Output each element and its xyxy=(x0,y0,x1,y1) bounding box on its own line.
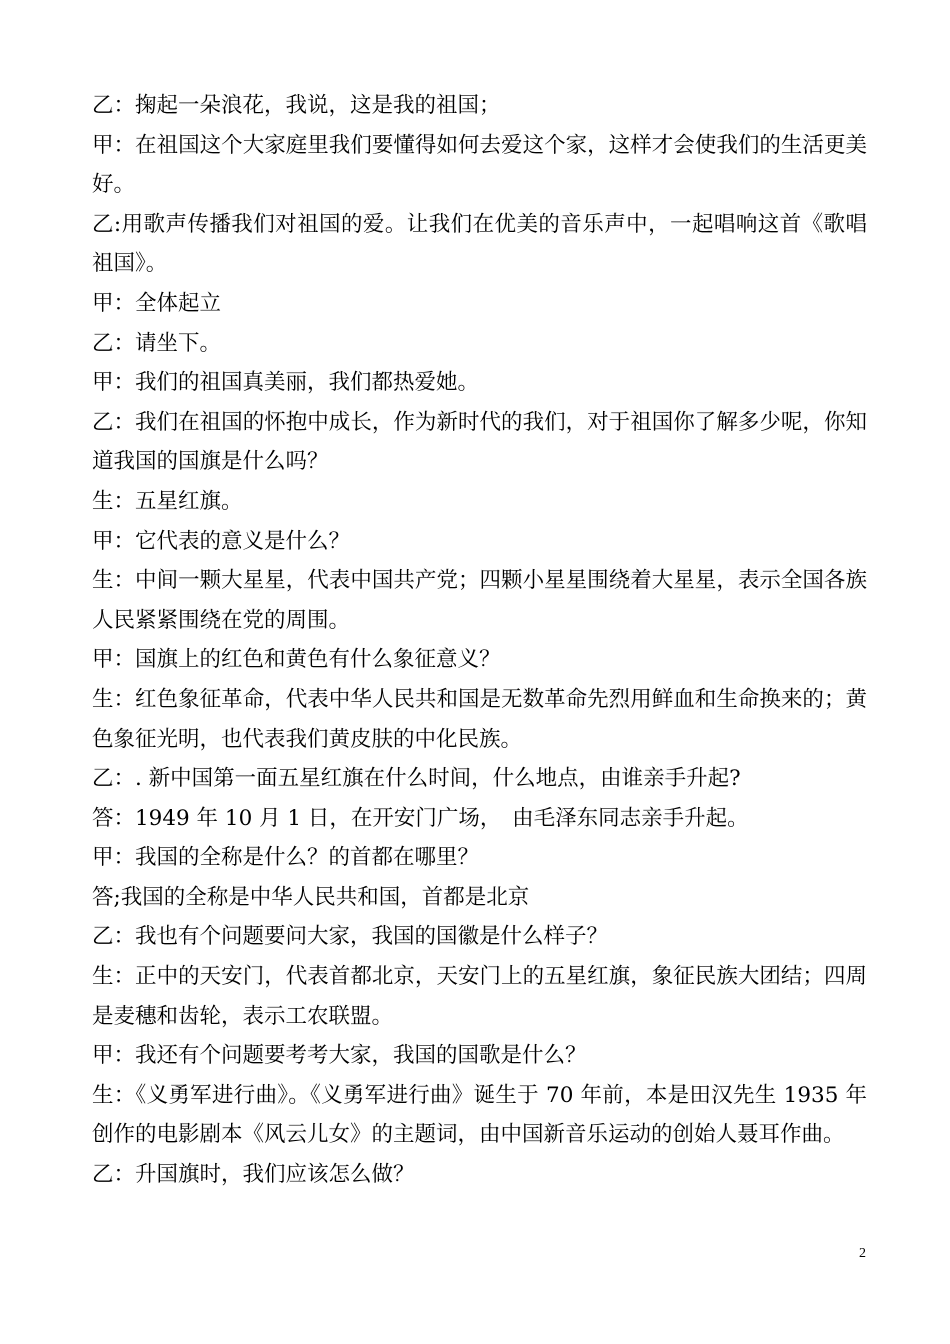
dialogue-line: 乙：请坐下。 xyxy=(92,330,222,356)
dialogue-line: 生：正中的天安门，代表首都北京，天安门上的五星红旗，象征民族大团结；四周是麦穗和齿轮，表示工农联盟。 xyxy=(92,964,867,1029)
dialogue-line: 乙：升国旗时，我们应该怎么做？ xyxy=(92,1162,415,1188)
dialogue-line: 甲：全体起立 xyxy=(92,290,222,316)
dialogue-line: 乙：我们在祖国的怀抱中成长，作为新时代的我们，对于祖国你了解多少呢，你知道我国的国旗是什么吗？ xyxy=(92,409,867,475)
dialogue-line: 乙：掬起一朵浪花，我说，这是我的祖国； xyxy=(92,93,501,118)
dialogue-line: 乙:用歌声传播我们对祖国的爱。让我们在优美的音乐声中，一起唱响这首《歌唱祖国》。 xyxy=(92,211,867,277)
dialogue-line: 答：1949 年 10 月 1 日，在开安门广场， 由毛泽东同志亲手升起。 xyxy=(92,805,749,831)
dialogue-line: 乙：我也有个问题要问大家，我国的国徽是什么样子？ xyxy=(92,924,609,950)
dialogue-line: 生：五星红旗。 xyxy=(92,488,243,514)
dialogue-line: 甲：我们的祖国真美丽，我们都热爱她。 xyxy=(92,370,480,396)
dialogue-line: 生：中间一颗大星星，代表中国共产党；四颗小星星围绕着大星星，表示全国各族人民紧紧围绕在党的周围。 xyxy=(92,568,867,633)
document-body xyxy=(92,86,867,1195)
dialogue-line: 答;我国的全称是中华人民共和国，首都是北京 xyxy=(92,884,530,910)
dialogue-line: 甲：在祖国这个大家庭里我们要懂得如何去爱这个家，这样才会使我们的生活更美好。 xyxy=(92,132,867,198)
dialogue-line: 甲：我还有个问题要考考大家，我国的国歌是什么？ xyxy=(92,1043,587,1069)
dialogue-line: 甲：它代表的意义是什么？ xyxy=(92,528,351,554)
dialogue-line: 生：《义勇军进行曲》。《义勇军进行曲》诞生于 70 年前，本是田汉先生 1935 年创作的电影剧本《风云儿女》的主题词，由中国新音乐运动的创始人聂耳作曲。 xyxy=(92,1082,867,1148)
dialogue-line: 甲：我国的全称是什么？的首都在哪里？ xyxy=(92,845,480,871)
dialogue-line: 乙：. 新中国第一面五星红旗在什么时间，什么地点，由谁亲手升起? xyxy=(92,766,741,792)
dialogue-line: 甲：国旗上的红色和黄色有什么象征意义？ xyxy=(92,647,501,673)
dialogue-line: 生：红色象征革命，代表中华人民共和国是无数革命先烈用鲜血和生命换来的；黄色象征光明，也代表我们黄皮肤的中化民族。 xyxy=(92,686,867,752)
page-number: 2 xyxy=(859,1246,866,1261)
